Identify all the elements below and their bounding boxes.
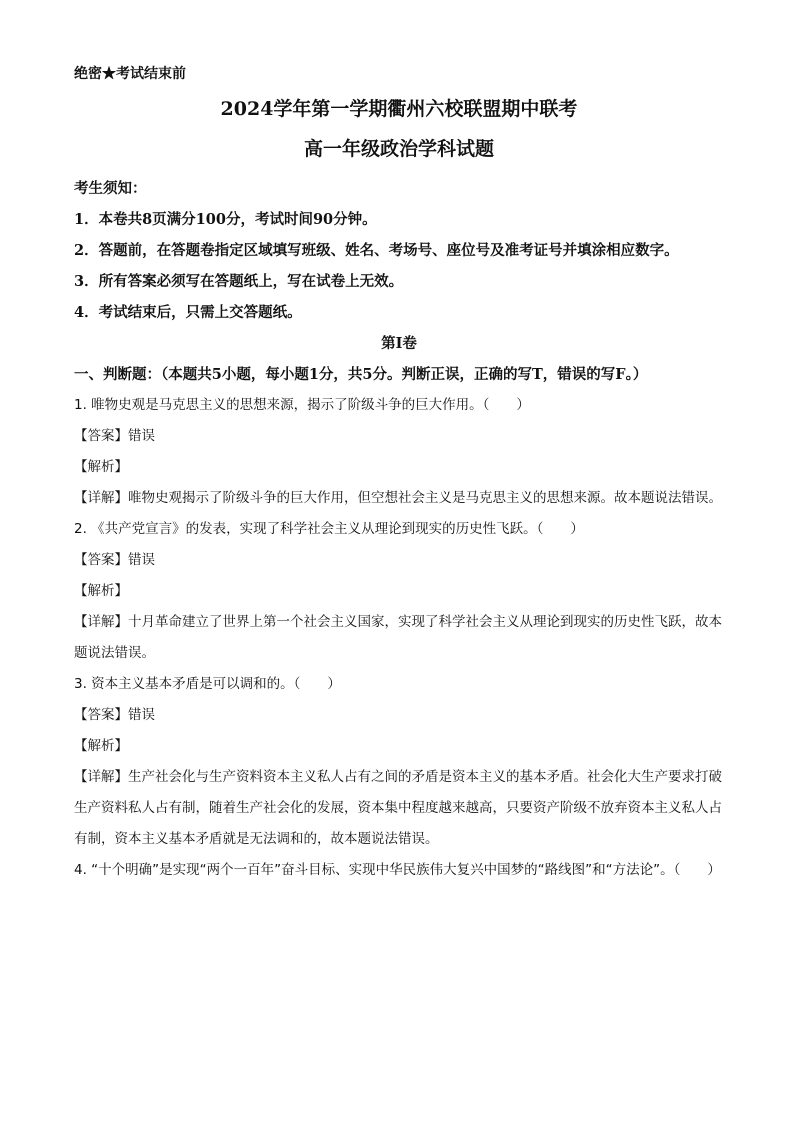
answer-label: 【答案】错误 [74,552,155,568]
detail-text: 【详解】生产社会化与生产资料资本主义私人占有之间的矛盾是资本主义的基本矛盾。社会化大生产要求打破生产资料私人占有制，随着生产社会化的发展，资本集中程度越来越高，只要资产阶级不放弃资本主义私人占有制，资本主义基本矛盾就是无法调和的，故本题说法错误。 [74,769,722,847]
exam-title: 2024学年第一学期衢州六校联盟期中联考 [220,98,578,120]
question-stem: 3. 资本主义基本矛盾是可以调和的。（ ） [74,676,341,692]
analysis-label: 【解析】 [74,738,128,754]
question-3 [74,669,724,855]
notice-item: 4．考试结束后，只需上交答题纸。 [74,304,302,321]
detail-text: 【详解】唯物史观揭示了阶级斗争的巨大作用，但空想社会主义是马克思主义的思想来源。故本题说法错误。 [74,490,722,506]
answer-label: 【答案】错误 [74,428,155,444]
analysis-label: 【解析】 [74,459,128,475]
question-1 [74,390,724,514]
notice-heading: 考生须知： [74,180,147,197]
analysis-label: 【解析】 [74,583,128,599]
question-stem: 4. “十个明确”是实现“两个一百年”奋斗目标、实现中华民族伟大复兴中国梦的“路线图”和“方法论”。（ ） [74,862,721,878]
answer-label: 【答案】错误 [74,707,155,723]
question-stem: 1. 唯物史观是马克思主义的思想来源，揭示了阶级斗争的巨大作用。（ ） [74,397,530,413]
notice-item: 1．本卷共8页满分100分，考试时间90分钟。 [74,211,377,228]
question-4 [74,855,724,886]
notice-item: 2．答题前，在答题卷指定区域填写班级、姓名、考场号、座位号及准考证号并填涂相应数字。 [74,242,679,259]
question-2 [74,514,724,669]
question-stem: 2. 《共产党宣言》的发表，实现了科学社会主义从理论到现实的历史性飞跃。（ ） [74,521,584,537]
confidential-label: 绝密★考试结束前 [74,66,186,82]
exam-page [74,60,724,886]
section-heading: 一、判断题：（本题共5小题，每小题1分，共5分。判断正误，正确的写T，错误的写F。） [74,366,648,383]
detail-text: 【详解】十月革命建立了世界上第一个社会主义国家，实现了科学社会主义从理论到现实的历史性飞跃，故本题说法错误。 [74,614,722,661]
volume-label: 第I卷 [381,335,417,352]
exam-subtitle: 高一年级政治学科试题 [303,138,494,160]
notice-item: 3．所有答案必须写在答题纸上，写在试卷上无效。 [74,273,404,290]
